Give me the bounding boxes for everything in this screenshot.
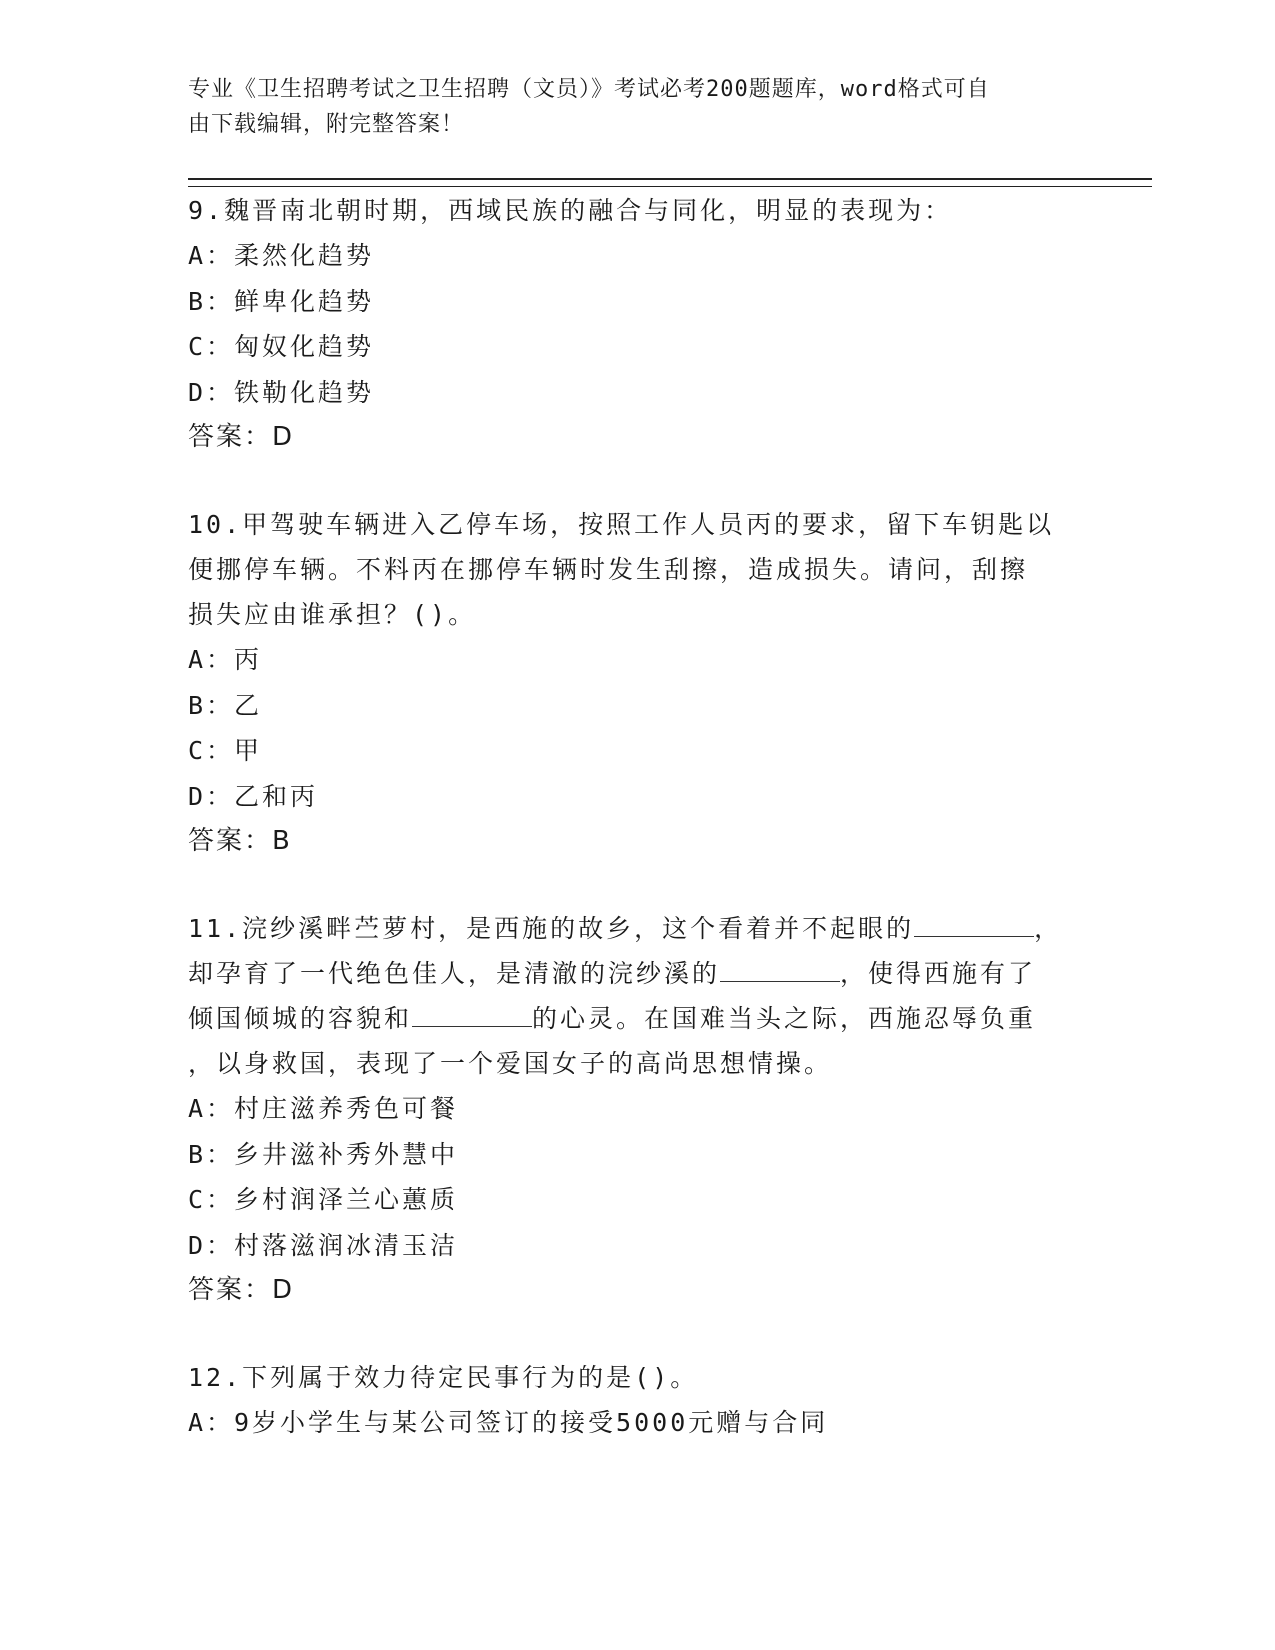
option-b	[188, 1132, 1088, 1178]
option-key: D：	[188, 377, 235, 407]
option-a	[188, 637, 1088, 683]
document-header	[188, 72, 1068, 142]
header-divider	[188, 178, 1152, 187]
option-text: 乙	[234, 690, 263, 720]
option-key: B：	[188, 690, 235, 720]
option-d	[188, 774, 1088, 820]
question-text: 12.下列属于效力待定民事行为的是()。	[188, 1363, 699, 1392]
option-key: C：	[188, 736, 235, 765]
question-10	[188, 502, 1088, 864]
question-text-segment: 的心灵。在国难当头之际，西施忍辱负重	[532, 1004, 1037, 1033]
option-text: 乡井滋补秀外慧中	[234, 1139, 459, 1169]
option-key: A：	[188, 1408, 235, 1437]
option-text: 鲜卑化趋势	[234, 286, 375, 316]
option-key: A：	[188, 1094, 235, 1123]
question-12	[188, 1355, 1088, 1446]
option-key: C：	[188, 332, 235, 361]
question-text-segment: ，	[1034, 914, 1063, 943]
header-line-1: 专业《卫生招聘考试之卫生招聘（文员）》考试必考200题题库，word格式可自	[188, 77, 990, 102]
option-text: 9岁小学生与某公司签订的接受5000元赠与合同	[234, 1408, 829, 1437]
option-text: 村落滋润冰清玉洁	[234, 1230, 459, 1260]
option-d	[188, 370, 1088, 416]
question-text-segment: 却孕育了一代绝色佳人，是清澈的浣纱溪的	[188, 959, 721, 988]
option-text: 匈奴化趋势	[234, 332, 375, 361]
option-c	[188, 324, 1088, 370]
question-list	[188, 188, 1088, 1488]
question-text-segment: 倾国倾城的容貌和	[188, 1004, 413, 1033]
question-text	[188, 951, 1088, 996]
option-c	[188, 1177, 1088, 1223]
option-key: D：	[188, 781, 235, 811]
option-text: 村庄滋养秀色可餐	[234, 1094, 459, 1123]
option-a	[188, 233, 1088, 279]
option-a	[188, 1400, 1088, 1446]
question-text	[188, 996, 1088, 1041]
question-11	[188, 906, 1088, 1313]
option-text: 柔然化趋势	[234, 241, 375, 270]
question-text-segment: 11.浣纱溪畔苎萝村，是西施的故乡，这个看着并不起眼的	[188, 914, 915, 943]
answer-line: 答案：D	[188, 1275, 295, 1305]
question-text: 10.甲驾驶车辆进入乙停车场，按照工作人员丙的要求，留下车钥匙以	[188, 510, 1055, 539]
option-text: 乙和丙	[234, 781, 319, 811]
question-text: 9.魏晋南北朝时期，西域民族的融合与同化，明显的表现为：	[188, 196, 953, 225]
answer-line: 答案：B	[188, 826, 292, 856]
fill-in-blank	[914, 914, 1034, 937]
option-text: 铁勒化趋势	[234, 377, 375, 407]
question-text: ，以身救国，表现了一个爱国女子的高尚思想情操。	[188, 1049, 833, 1078]
option-key: B：	[188, 1139, 235, 1169]
question-text	[188, 906, 1088, 951]
answer-line: 答案：D	[188, 422, 295, 452]
fill-in-blank	[720, 959, 840, 982]
option-text: 乡村润泽兰心蕙质	[234, 1185, 459, 1214]
question-9	[188, 188, 1088, 460]
fill-in-blank	[412, 1004, 532, 1027]
option-key: D：	[188, 1230, 235, 1260]
option-key: C：	[188, 1185, 235, 1214]
option-key: B：	[188, 286, 235, 316]
option-d	[188, 1223, 1088, 1269]
header-line-2: 由下载编辑，附完整答案！	[188, 112, 465, 137]
question-text-segment: ，使得西施有了	[840, 959, 1037, 988]
option-a	[188, 1086, 1088, 1132]
question-text: 损失应由谁承担？()。	[188, 600, 477, 629]
option-b	[188, 279, 1088, 325]
option-key: A：	[188, 241, 235, 270]
option-c	[188, 728, 1088, 774]
option-key: A：	[188, 645, 235, 674]
question-text: 便挪停车辆。不料丙在挪停车辆时发生刮擦，造成损失。请问，刮擦	[188, 555, 1029, 584]
option-text: 丙	[234, 645, 263, 674]
option-b	[188, 683, 1088, 729]
option-text: 甲	[234, 736, 263, 765]
